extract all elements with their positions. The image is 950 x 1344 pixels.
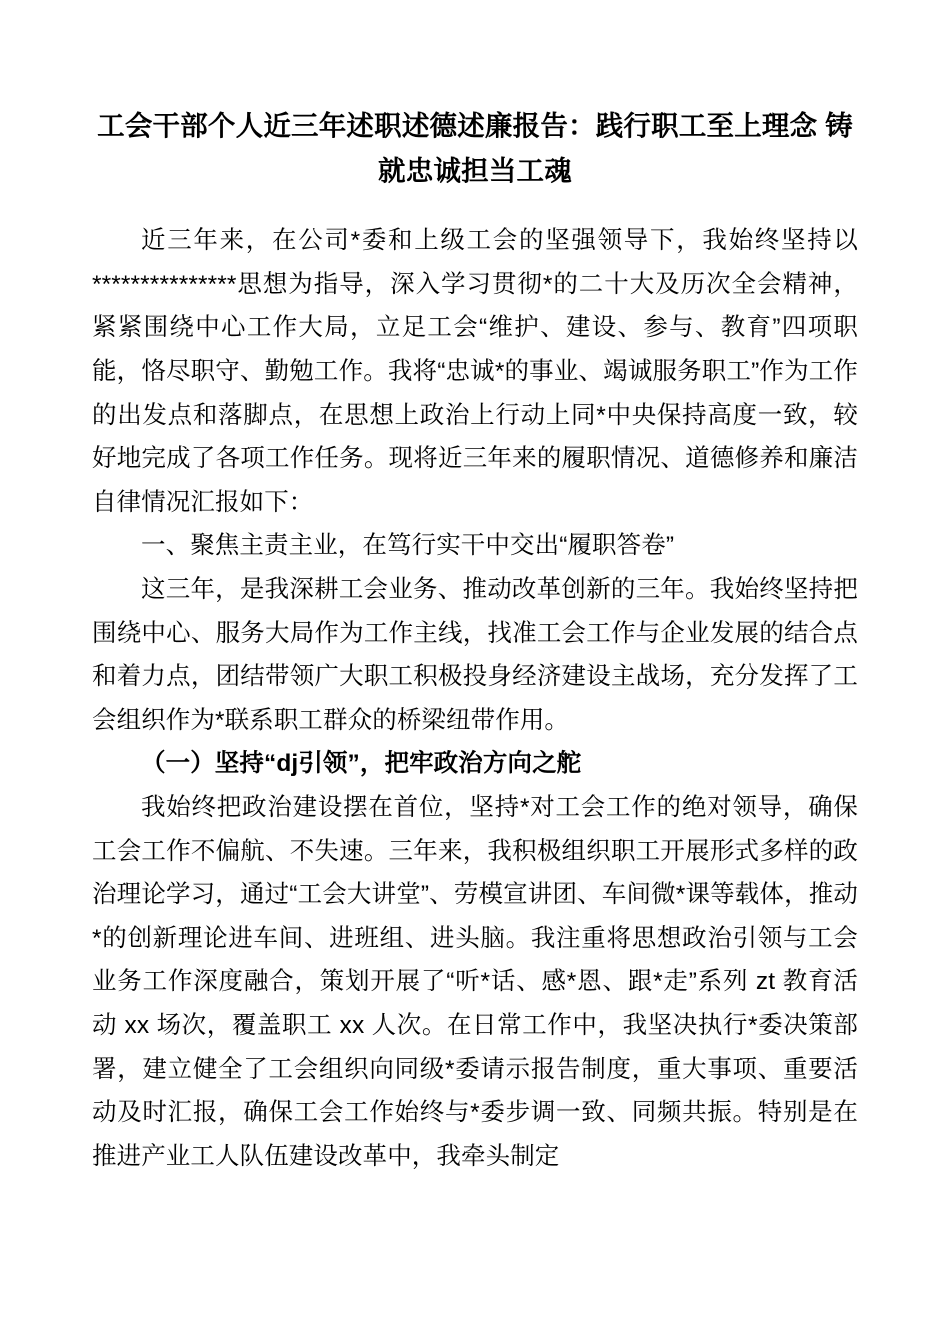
- paragraph-2: 一、聚焦主责主业，在笃行实干中交出“履职答卷”: [141, 532, 675, 560]
- paragraph-4: 我始终把政治建设摆在首位，坚持*对工会工作的绝对领导，确保工会工作不偏航、不失速。三年来，我积极组织职工开展形式多样的政治理论学习，通过“工会大讲堂”、劳模宣讲团、车间微*课等载体，推动*的创新理论进车间、进班组、进头脑。我注重将思想政治引领与工会业务工作深度融合，策划开展了“听*话、感*恩、跟*走”系列 zt 教育活动 xx 场次，覆盖职工 xx 人次。在日常工作中，我坚决执行*委决策部署，建立健全了工会组织向同级*委请示报告制度，重大事项、重要活动及时汇报，确保工会工作始终与*委步调一致、同频共振。特别是在推进产业工人队伍建设改革中，我牵头制定: [92, 794, 858, 1170]
- paragraph-1: 近三年来，在公司*委和上级工会的坚强领导下，我始终坚持以***************思想为指导，深入学习贯彻*的二十大及历次全会精神，紧紧围绕中心工作大局，立足工会“维护、建设、参与、教育”四项职能，恪尽职守、勤勉工作。我将“忠诚*的事业、竭诚服务职工”作为工作的出发点和落脚点，在思想上政治上行动上同*中央保持高度一致，较好地完成了各项工作任务。现将近三年来的履职情况、道德修养和廉洁自律情况汇报如下：: [92, 227, 858, 516]
- section-heading-1: （一）坚持“dj引领”，把牢政治方向之舵: [141, 750, 582, 778]
- paragraph-3: 这三年，是我深耕工会业务、推动改革创新的三年。我始终坚持把围绕中心、服务大局作为工作主线，找准工会工作与企业发展的结合点和着力点，团结带领广大职工积极投身经济建设主战场，充分发挥了工会组织作为*联系职工群众的桥梁纽带作用。: [92, 575, 858, 734]
- page-title: 工会干部个人近三年述职述德述廉报告：践行职工至上理念 铸就忠诚担当工魂: [97, 110, 853, 186]
